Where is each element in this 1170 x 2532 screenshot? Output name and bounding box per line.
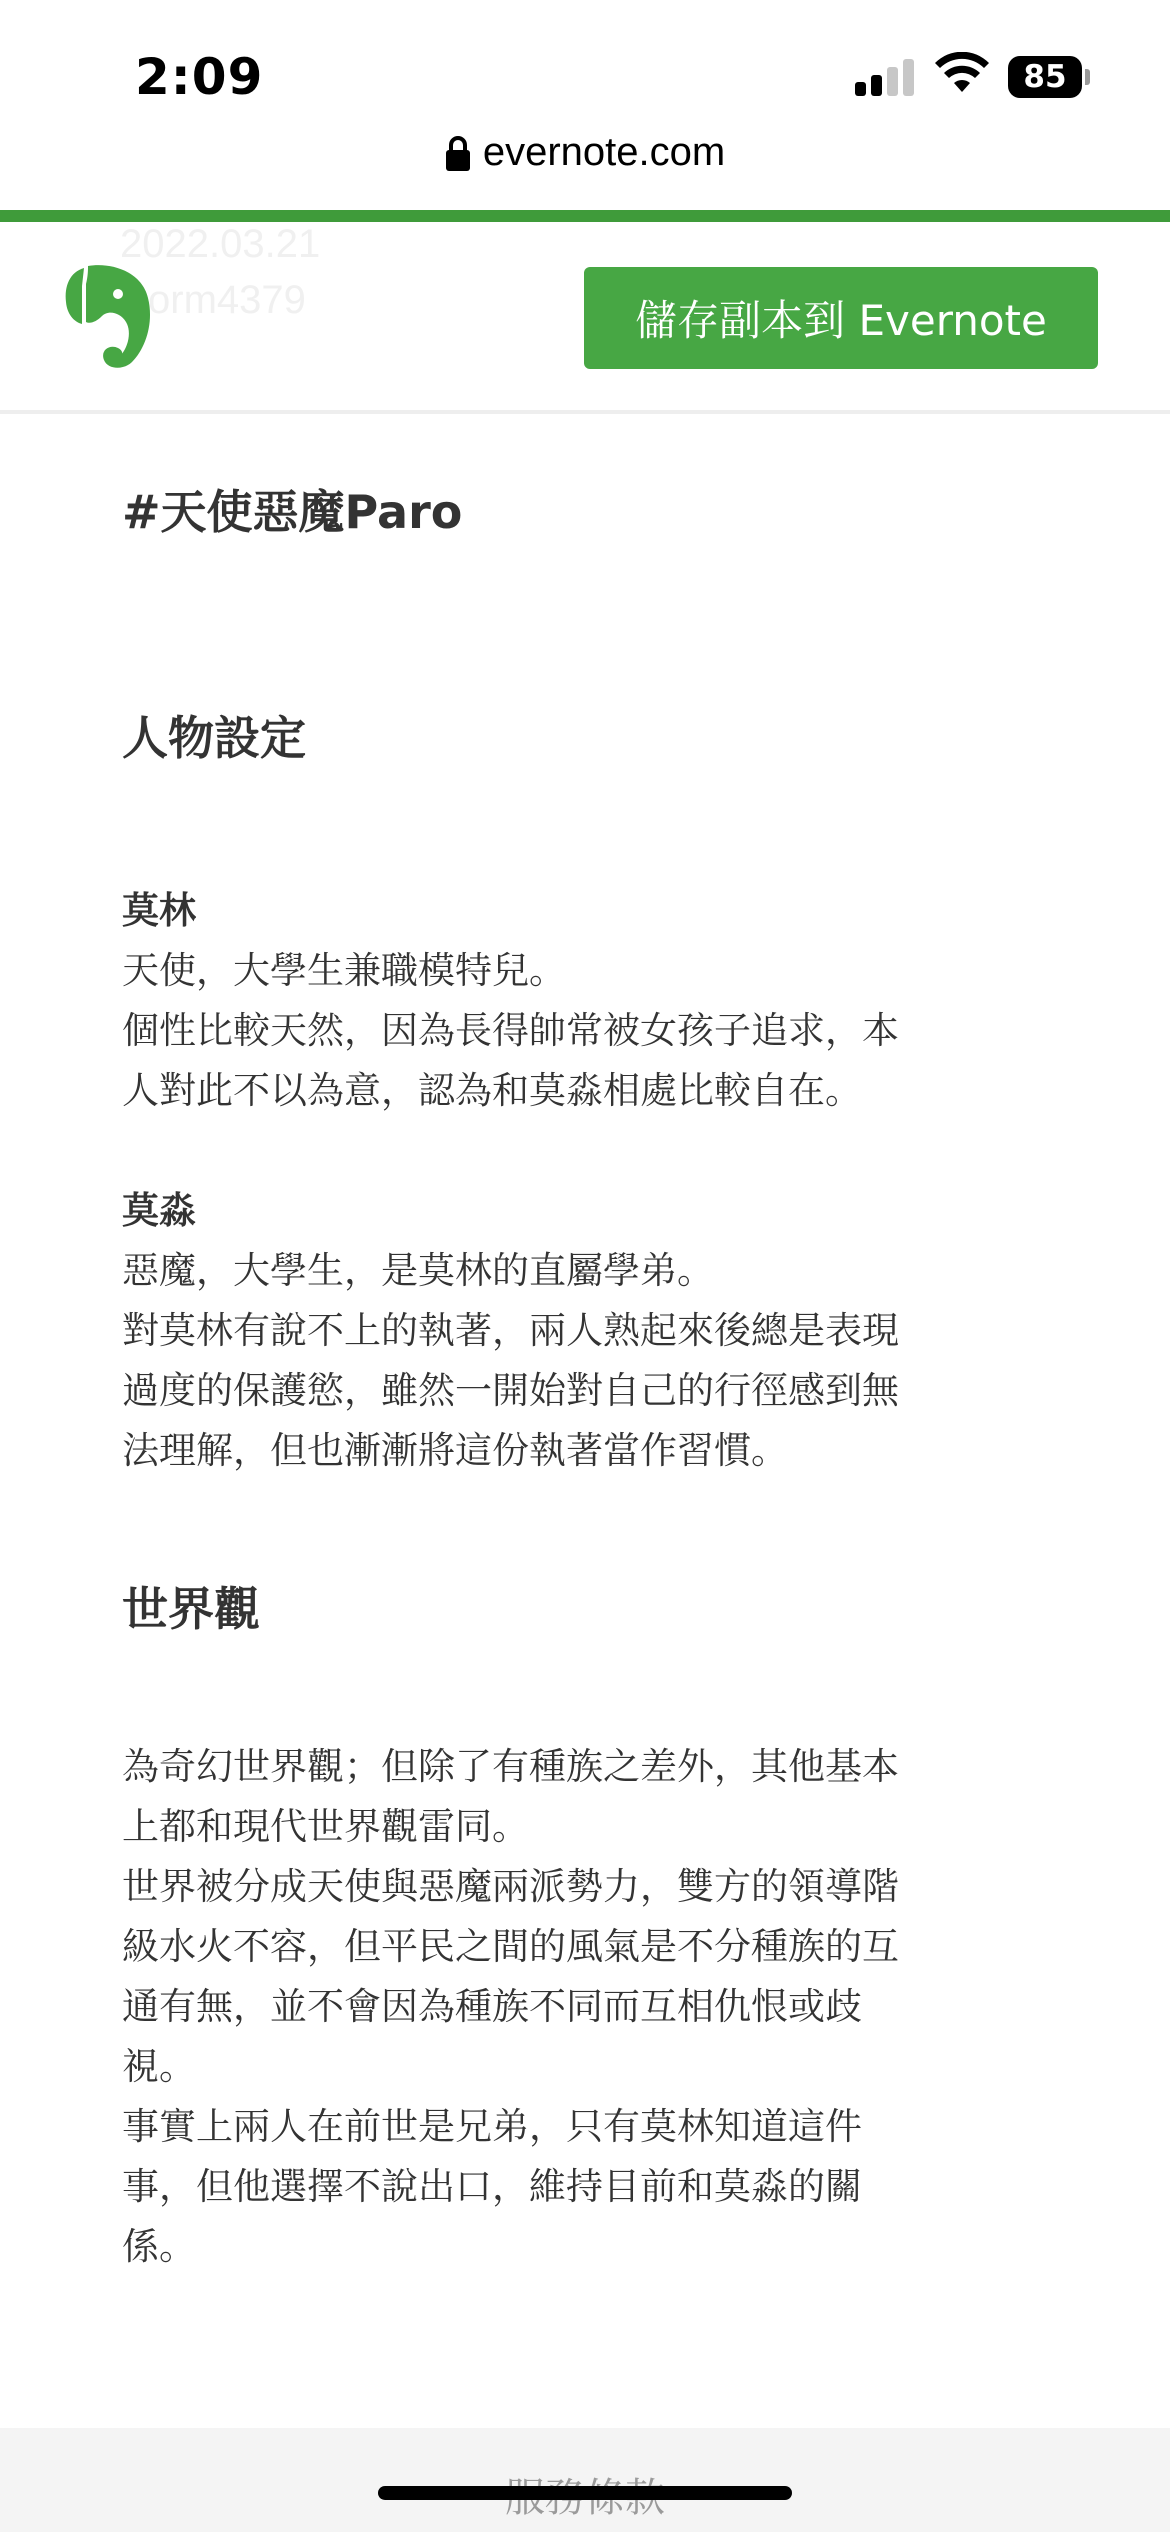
world-line: 為奇幻世界觀；但除了有種族之差外，其他基本 [122, 1745, 899, 1789]
evernote-elephant-icon[interactable] [62, 264, 154, 370]
battery-level: 85 [1008, 56, 1082, 98]
wifi-icon [934, 52, 990, 96]
address-bar[interactable] [0, 125, 1170, 205]
character-line: 人對此不以為意，認為和莫淼相處比較自在。 [122, 1068, 862, 1112]
note-title: #天使惡魔Paro [122, 485, 463, 539]
character-block [122, 1181, 1052, 1481]
evernote-header [0, 222, 1170, 414]
section-heading-world: 世界觀 [122, 1581, 260, 1636]
world-line: 通有無，並不會因為種族不同而互相仇恨或歧 [122, 1985, 862, 2029]
status-time: 2:09 [135, 48, 264, 106]
lock-icon [445, 134, 471, 172]
character-line: 惡魔，大學生，是莫林的直屬學弟。 [122, 1248, 714, 1292]
character-line: 過度的保護慾，雖然一開始對自己的行徑感到無 [122, 1368, 899, 1412]
page-footer [0, 2428, 1170, 2532]
world-line: 上都和現代世界觀雷同。 [122, 1805, 529, 1849]
home-indicator[interactable] [378, 2486, 792, 2500]
status-bar [0, 0, 1170, 130]
save-copy-button[interactable]: 儲存副本到 Evernote [584, 267, 1098, 369]
character-line: 對莫林有說不上的執著，兩人熟起來後總是表現 [122, 1308, 899, 1352]
ghost-user: orm4379 [148, 278, 306, 322]
character-line: 個性比較天然，因為長得帥常被女孩子追求，本 [122, 1008, 899, 1052]
section-heading-characters: 人物設定 [122, 711, 306, 766]
character-block [122, 881, 1052, 1121]
signal-icon [855, 58, 915, 96]
world-line: 世界被分成天使與惡魔兩派勢力，雙方的領導階 [122, 1865, 899, 1909]
world-line: 係。 [122, 2225, 196, 2269]
world-line: 視。 [122, 2045, 196, 2089]
divider [0, 210, 1170, 222]
character-line: 天使，大學生兼職模特兒。 [122, 948, 566, 992]
character-name: 莫林 [122, 888, 196, 932]
character-name: 莫淼 [122, 1188, 196, 1232]
battery-icon [1008, 56, 1090, 98]
world-line: 事，但他選擇不說出口，維持目前和莫淼的關 [122, 2165, 862, 2209]
note-content [122, 480, 1052, 2277]
url-text: evernote.com [482, 130, 726, 174]
character-line: 法理解，但也漸漸將這份執著當作習慣。 [122, 1428, 788, 1472]
world-line: 事實上兩人在前世是兄弟，只有莫林知道這件 [122, 2105, 862, 2149]
world-line: 級水火不容，但平民之間的風氣是不分種族的互 [122, 1925, 899, 1969]
world-block [122, 1737, 1052, 2277]
ghost-date: 2022.03.21 [120, 222, 321, 266]
